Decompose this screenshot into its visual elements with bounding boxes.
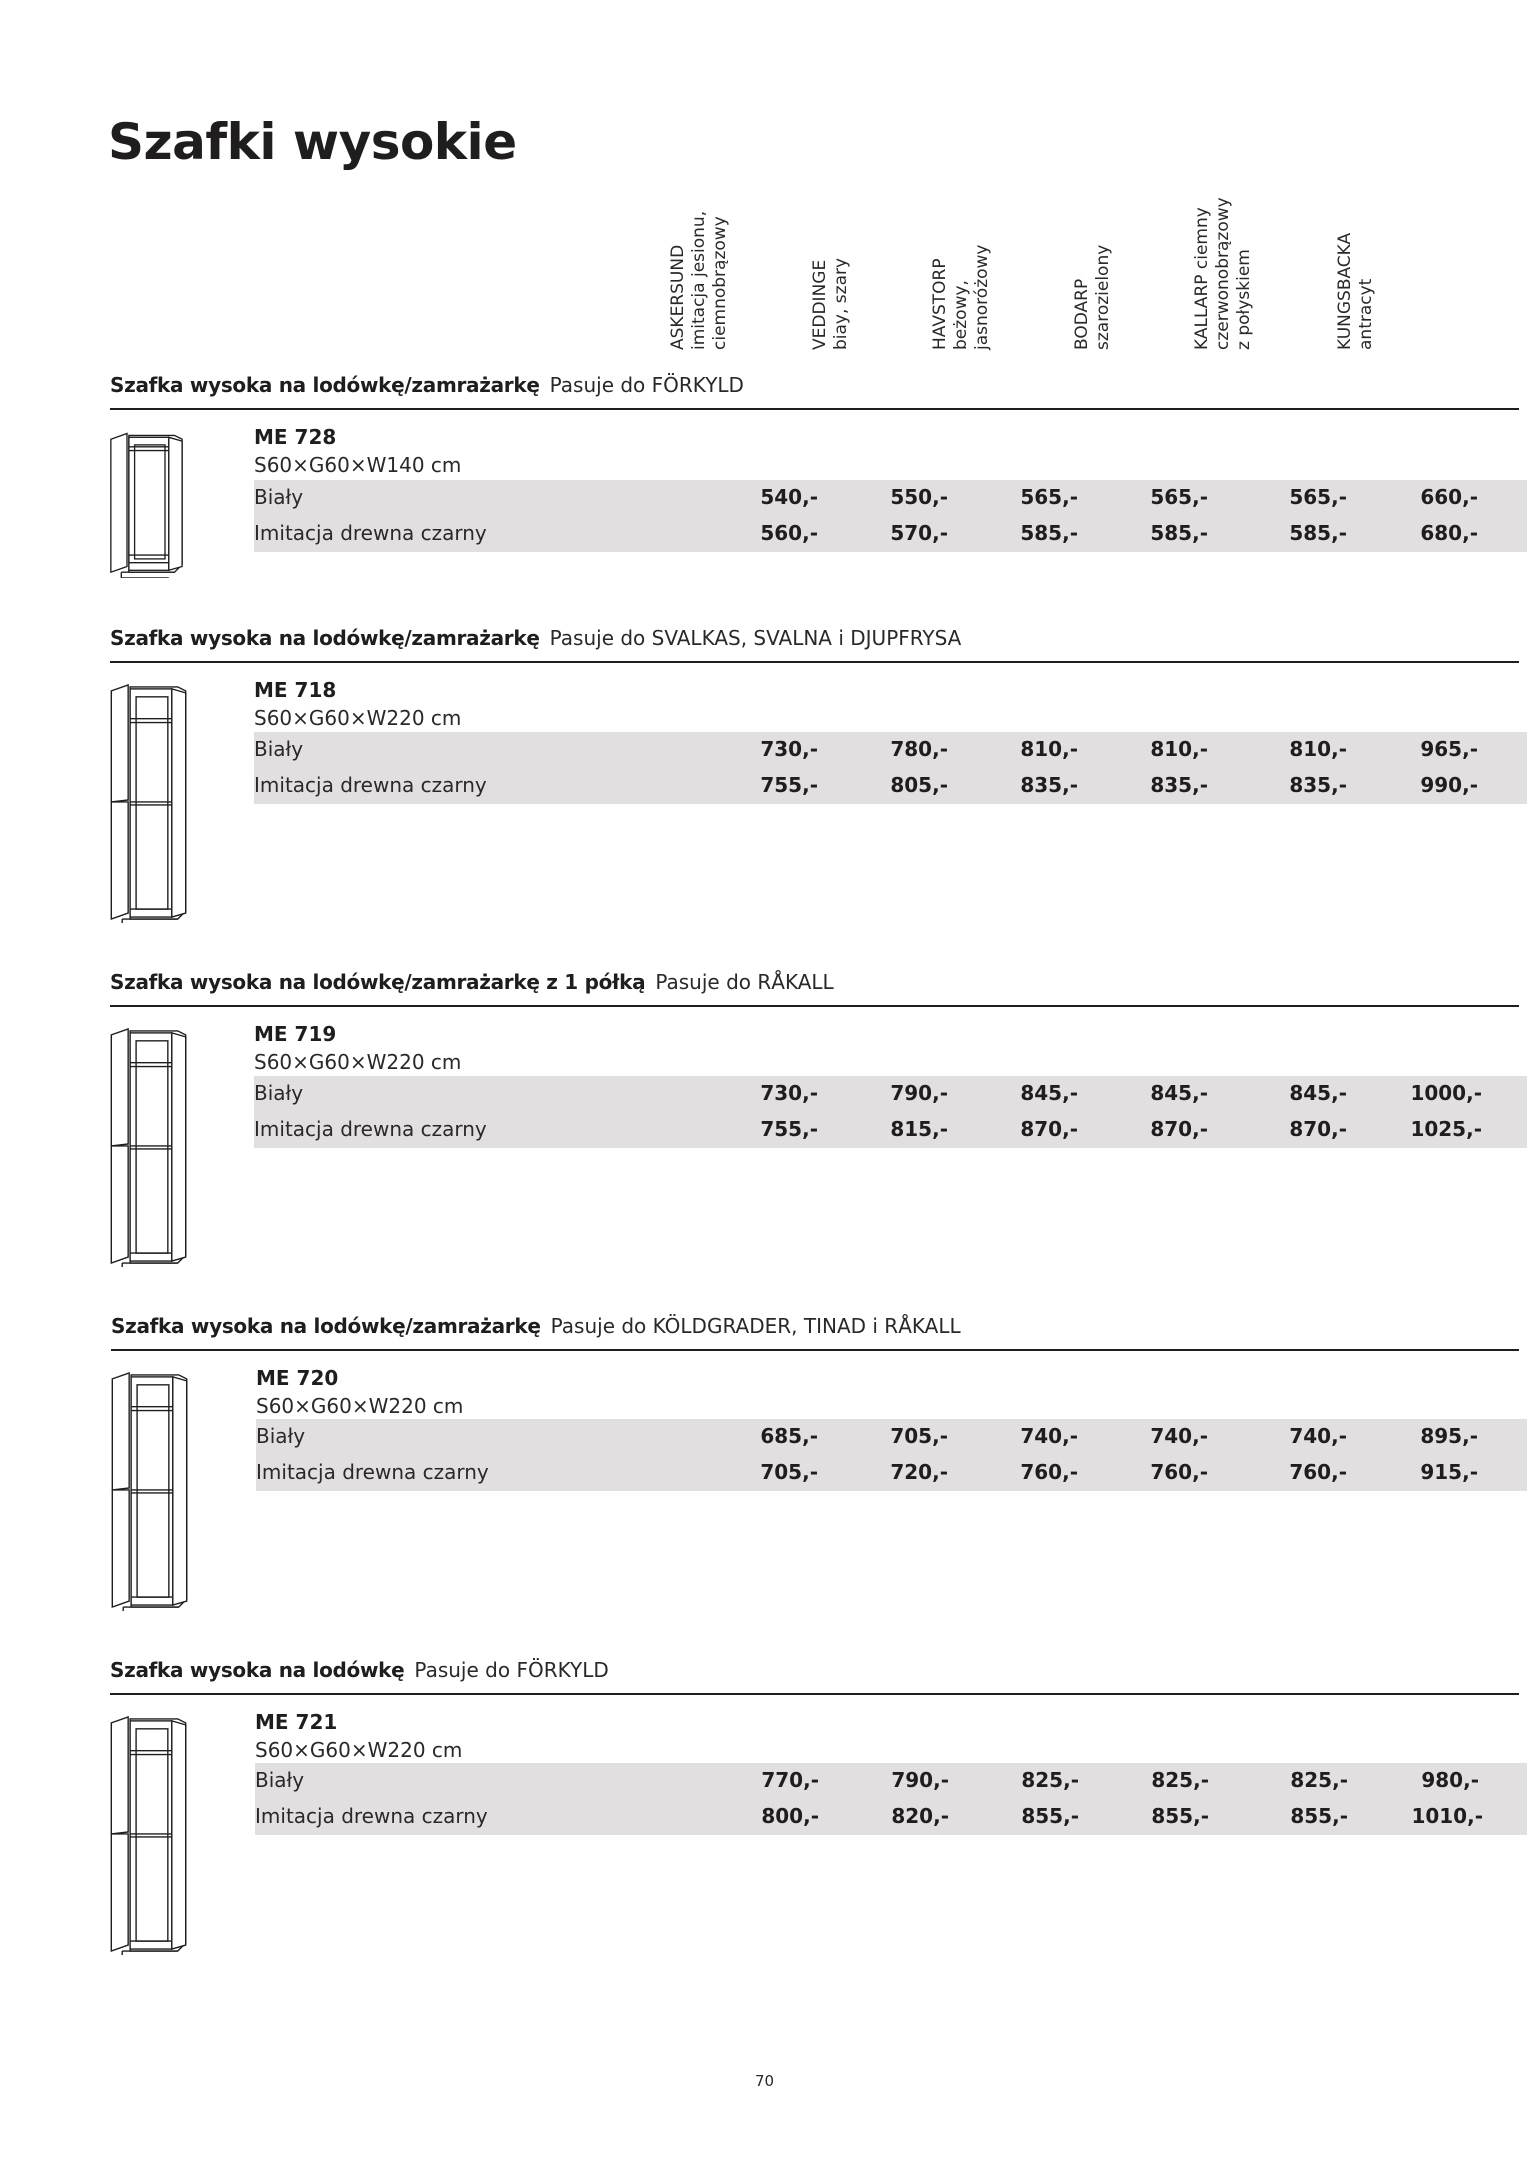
price-kallarp: 740,- — [1289, 1424, 1347, 1448]
column-header-line: VEDDINGE — [810, 259, 830, 350]
price-kallarp: 585,- — [1289, 521, 1347, 545]
price-row — [256, 1455, 1527, 1491]
cabinet-illustration-icon — [108, 422, 184, 578]
price-havstorp: 845,- — [1020, 1081, 1078, 1105]
column-header-line: czerwonobrązowy — [1213, 197, 1233, 350]
price-veddinge: 780,- — [890, 737, 948, 761]
price-veddinge: 805,- — [890, 773, 948, 797]
price-row — [254, 732, 1527, 768]
column-header-line: ciemnobrązowy — [710, 216, 730, 350]
price-row — [254, 768, 1527, 804]
column-header-line: HAVSTORP — [930, 258, 950, 350]
column-header-line: beżowy, — [951, 280, 971, 350]
page-title: Szafki wysokie — [108, 113, 517, 171]
column-header-line: jasnoróżowy — [972, 244, 992, 350]
section-compatibility: Pasuje do FÖRKYLD — [549, 373, 744, 397]
variant-label: Imitacja drewna czarny — [256, 1460, 489, 1484]
section-divider — [110, 661, 1519, 663]
variant-label: Imitacja drewna czarny — [254, 1117, 487, 1141]
price-bodarp: 855,- — [1151, 1804, 1209, 1828]
column-header-line: biay, szary — [831, 257, 851, 350]
section-heading — [111, 1313, 961, 1339]
column-header-kallarp — [1192, 197, 1255, 350]
product-code: ME 721 — [255, 1710, 338, 1734]
price-bodarp: 585,- — [1150, 521, 1208, 545]
price-askersund: 800,- — [761, 1804, 819, 1828]
price-askersund: 540,- — [760, 485, 818, 509]
price-veddinge: 550,- — [890, 485, 948, 509]
variant-label: Biały — [255, 1768, 305, 1792]
price-bodarp: 810,- — [1150, 737, 1208, 761]
price-havstorp: 565,- — [1020, 485, 1078, 509]
product-dimensions: S60×G60×W220 cm — [255, 1738, 463, 1762]
section-compatibility: Pasuje do RÅKALL — [655, 970, 834, 994]
column-header-line: imitacja jesionu, — [689, 210, 709, 350]
section-heading — [110, 372, 744, 398]
column-header-bodarp — [1072, 245, 1114, 350]
price-askersund: 755,- — [760, 1117, 818, 1141]
column-header-havstorp — [930, 245, 993, 350]
product-dimensions: S60×G60×W220 cm — [256, 1394, 464, 1418]
price-kallarp: 565,- — [1289, 485, 1347, 509]
product-dimensions: S60×G60×W220 cm — [254, 706, 462, 730]
section-compatibility: Pasuje do KÖLDGRADER, TINAD i RÅKALL — [550, 1314, 961, 1338]
price-askersund: 705,- — [760, 1460, 818, 1484]
price-veddinge: 720,- — [890, 1460, 948, 1484]
price-row — [256, 1419, 1527, 1455]
price-table — [254, 1076, 1527, 1148]
price-kungsbacka: 990,- — [1420, 773, 1478, 797]
column-header-kungsbacka — [1335, 233, 1377, 350]
section-divider — [110, 1005, 1519, 1007]
price-askersund: 685,- — [760, 1424, 818, 1448]
product-code: ME 718 — [254, 678, 337, 702]
price-kungsbacka: 895,- — [1420, 1424, 1478, 1448]
page-number: 70 — [754, 2072, 775, 2090]
price-bodarp: 845,- — [1150, 1081, 1208, 1105]
column-header-line: KUNGSBACKA — [1335, 232, 1355, 350]
price-kallarp: 835,- — [1289, 773, 1347, 797]
price-askersund: 560,- — [760, 521, 818, 545]
price-veddinge: 790,- — [891, 1768, 949, 1792]
price-veddinge: 815,- — [890, 1117, 948, 1141]
price-bodarp: 565,- — [1150, 485, 1208, 509]
section-title: Szafka wysoka na lodówkę/zamrażarkę — [111, 1314, 541, 1338]
price-havstorp: 740,- — [1020, 1424, 1078, 1448]
product-code: ME 728 — [254, 425, 337, 449]
cabinet-illustration-icon — [109, 1363, 189, 1611]
variant-label: Biały — [254, 1081, 304, 1105]
price-havstorp: 855,- — [1021, 1804, 1079, 1828]
section-title: Szafka wysoka na lodówkę/zamrażarkę z 1 półką — [110, 970, 646, 994]
column-headers — [0, 0, 1529, 360]
column-header-askersund — [668, 211, 731, 350]
variant-label: Biały — [256, 1424, 306, 1448]
section-heading — [110, 969, 834, 995]
price-kallarp: 855,- — [1290, 1804, 1348, 1828]
price-kungsbacka: 965,- — [1420, 737, 1478, 761]
price-row — [255, 1763, 1527, 1799]
price-askersund: 730,- — [760, 737, 818, 761]
price-table — [254, 732, 1527, 804]
price-kungsbacka: 680,- — [1420, 521, 1478, 545]
product-code: ME 720 — [256, 1366, 339, 1390]
section-divider — [110, 408, 1519, 410]
price-veddinge: 820,- — [891, 1804, 949, 1828]
column-header-line: BODARP — [1072, 278, 1092, 350]
price-bodarp: 825,- — [1151, 1768, 1209, 1792]
product-code: ME 719 — [254, 1022, 337, 1046]
section-heading — [110, 625, 961, 651]
price-table — [254, 480, 1527, 552]
price-havstorp: 760,- — [1020, 1460, 1078, 1484]
price-kungsbacka: 980,- — [1421, 1768, 1479, 1792]
price-kallarp: 845,- — [1289, 1081, 1347, 1105]
price-veddinge: 705,- — [890, 1424, 948, 1448]
price-kallarp: 810,- — [1289, 737, 1347, 761]
price-askersund: 770,- — [761, 1768, 819, 1792]
price-havstorp: 825,- — [1021, 1768, 1079, 1792]
section-compatibility: Pasuje do SVALKAS, SVALNA i DJUPFRYSA — [549, 626, 962, 650]
price-veddinge: 570,- — [890, 521, 948, 545]
column-header-line: szarozielony — [1093, 244, 1113, 350]
section-divider — [111, 1349, 1519, 1351]
price-kallarp: 825,- — [1290, 1768, 1348, 1792]
price-row — [255, 1799, 1527, 1835]
price-kungsbacka: 1000,- — [1410, 1081, 1482, 1105]
price-askersund: 755,- — [760, 773, 818, 797]
price-table — [256, 1419, 1527, 1491]
price-bodarp: 835,- — [1150, 773, 1208, 797]
column-header-line: z połyskiem — [1234, 249, 1254, 350]
variant-label: Biały — [254, 485, 304, 509]
variant-label: Biały — [254, 737, 304, 761]
column-header-line: KALLARP ciemny — [1192, 207, 1212, 350]
price-row — [254, 1076, 1527, 1112]
column-header-line: antracyt — [1356, 278, 1376, 350]
price-bodarp: 870,- — [1150, 1117, 1208, 1141]
price-kallarp: 870,- — [1289, 1117, 1347, 1141]
price-veddinge: 790,- — [890, 1081, 948, 1105]
price-askersund: 730,- — [760, 1081, 818, 1105]
price-havstorp: 835,- — [1020, 773, 1078, 797]
price-kungsbacka: 1025,- — [1410, 1117, 1482, 1141]
section-heading — [110, 1657, 609, 1683]
cabinet-illustration-icon — [108, 1019, 188, 1267]
section-title: Szafka wysoka na lodówkę/zamrażarkę — [110, 373, 540, 397]
section-title: Szafka wysoka na lodówkę — [110, 1658, 405, 1682]
price-row — [254, 480, 1527, 516]
section-divider — [110, 1693, 1519, 1695]
price-kungsbacka: 660,- — [1420, 485, 1478, 509]
cabinet-illustration-icon — [108, 1707, 188, 1955]
price-kallarp: 760,- — [1289, 1460, 1347, 1484]
cabinet-illustration-icon — [108, 675, 188, 923]
section-title: Szafka wysoka na lodówkę/zamrażarkę — [110, 626, 540, 650]
product-dimensions: S60×G60×W140 cm — [254, 453, 462, 477]
price-havstorp: 870,- — [1020, 1117, 1078, 1141]
price-havstorp: 810,- — [1020, 737, 1078, 761]
price-row — [254, 1112, 1527, 1148]
price-row — [254, 516, 1527, 552]
price-kungsbacka: 1010,- — [1411, 1804, 1483, 1828]
price-table — [255, 1763, 1527, 1835]
variant-label: Imitacja drewna czarny — [254, 521, 487, 545]
section-compatibility: Pasuje do FÖRKYLD — [414, 1658, 609, 1682]
product-dimensions: S60×G60×W220 cm — [254, 1050, 462, 1074]
column-header-line: ASKERSUND — [668, 244, 688, 350]
price-kungsbacka: 915,- — [1420, 1460, 1478, 1484]
variant-label: Imitacja drewna czarny — [254, 773, 487, 797]
price-havstorp: 585,- — [1020, 521, 1078, 545]
variant-label: Imitacja drewna czarny — [255, 1804, 488, 1828]
price-bodarp: 760,- — [1150, 1460, 1208, 1484]
price-bodarp: 740,- — [1150, 1424, 1208, 1448]
column-header-veddinge — [810, 258, 852, 350]
